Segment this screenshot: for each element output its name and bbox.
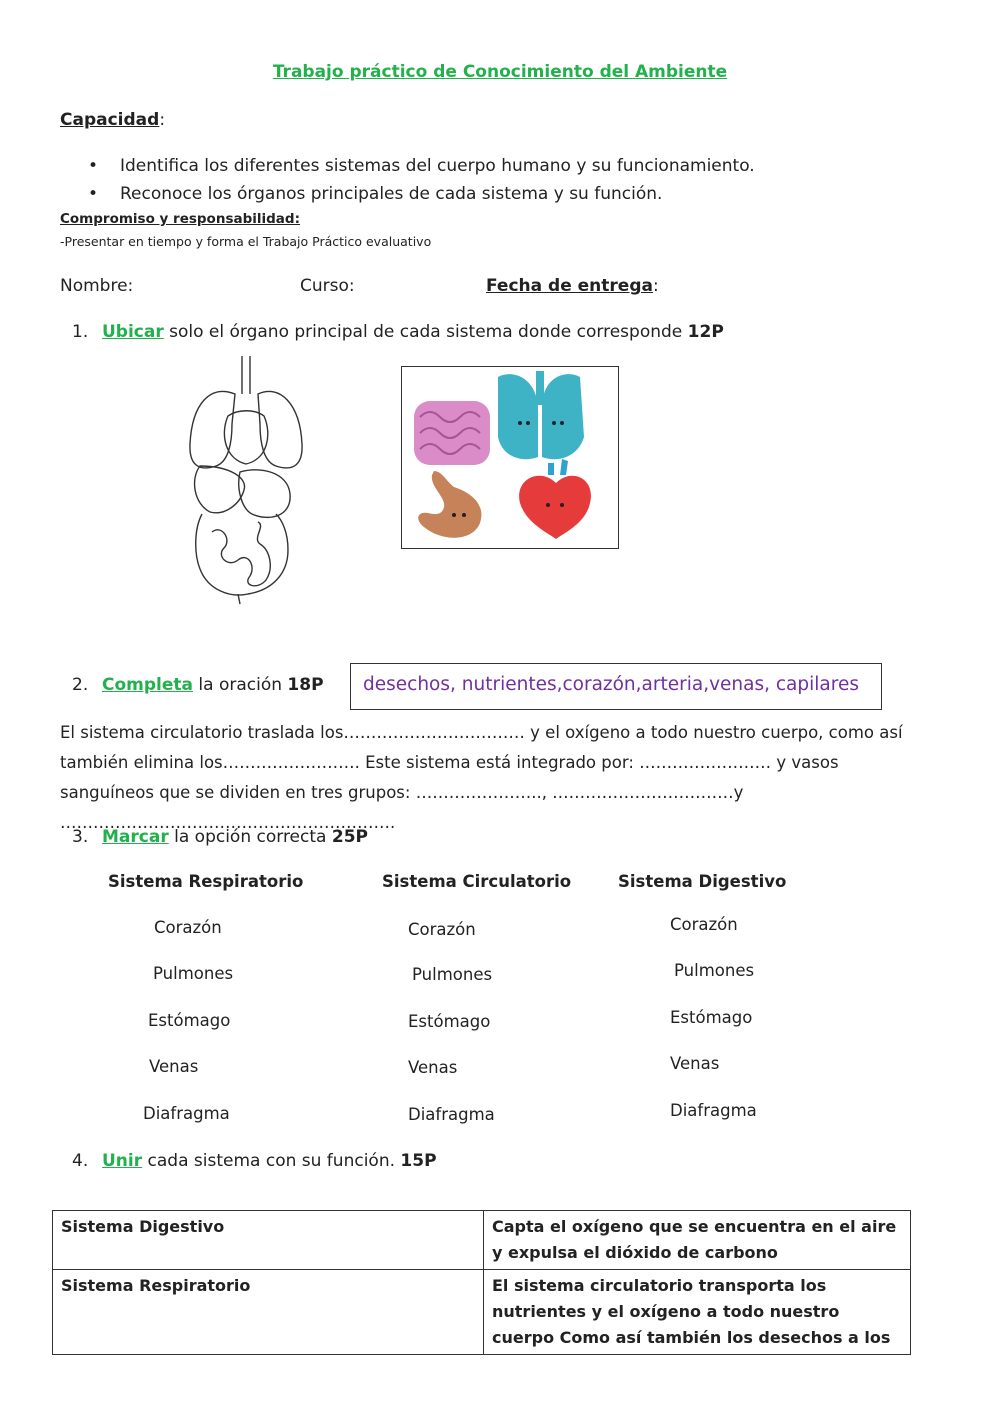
compromiso-label: Compromiso y responsabilidad: [60,211,300,227]
fill-in-paragraph: El sistema circulatorio traslada los…………………………… y el oxígeno a todo nuestro cuerpo, como así también elimina los……………………. Este sistema está integrado por: …………………… y vasos sanguíneos que se dividen en tres grupos: ………………….., ……………………………y ……………………………………………………. [60,723,903,832]
option-venas[interactable]: Venas [149,1057,199,1076]
compromiso-text: -Presentar en tiempo y forma el Trabajo Práctico evaluativo [60,234,432,249]
option-diafragma[interactable]: Diafragma [408,1105,495,1124]
option-pulmones[interactable]: Pulmones [153,964,234,983]
list-item: • Reconoce los órganos principales de cada sistema y su función. [88,180,755,208]
system-function-table [52,1210,911,1355]
heart-illustration [519,459,591,539]
word-bank-box [350,663,882,710]
capacidad-label: Capacidad: [60,110,166,130]
option-pulmones[interactable]: Pulmones [674,961,755,980]
function-cell[interactable]: Capta el oxígeno que se encuentra en el aire y expulsa el dióxido de carbono [484,1211,911,1270]
capacidades-list [88,152,755,208]
option-estomago[interactable]: Estómago [148,1011,231,1030]
column-header-circulatorio: Sistema Circulatorio [382,872,572,891]
column-header-digestivo: Sistema Digestivo [618,872,787,891]
table-row [53,1211,911,1270]
option-venas[interactable]: Venas [670,1054,720,1073]
column-header-respiratorio: Sistema Respiratorio [108,872,304,891]
option-corazon[interactable]: Corazón [154,918,222,937]
option-pulmones[interactable]: Pulmones [412,965,493,984]
nombre-label: Nombre: [60,276,134,296]
option-corazon[interactable]: Corazón [408,920,476,939]
page-title: Trabajo práctico de Conocimiento del Ambiente [272,62,728,82]
fecha-label: Fecha de entrega: [486,276,659,296]
question-2: 2. Completa la oración 18P [72,675,324,695]
option-corazon[interactable]: Corazón [670,915,738,934]
system-cell[interactable]: Sistema Respiratorio [53,1270,484,1355]
body-organs-outline-image [180,354,310,606]
option-estomago[interactable]: Estómago [408,1012,491,1031]
intestines-illustration [414,401,490,465]
curso-label: Curso: [300,276,355,296]
question-4: 4. Unir cada sistema con su función. 15P [72,1151,437,1171]
word-bank-text: desechos, nutrientes,corazón,arteria,venas, capilares [363,674,859,695]
function-cell[interactable]: El sistema circulatorio transporta los nutrientes y el oxígeno a todo nuestro cuerpo Como así también los desechos a los [484,1270,911,1355]
option-diafragma[interactable]: Diafragma [670,1101,757,1120]
table-row [53,1270,911,1355]
option-venas[interactable]: Venas [408,1058,458,1077]
option-estomago[interactable]: Estómago [670,1008,753,1027]
question-3: 3. Marcar la opción correcta 25P [72,827,368,847]
question-1: 1. Ubicar solo el órgano principal de cada sistema donde corresponde 12P [72,322,724,342]
lungs-illustration [498,371,584,459]
list-item: • Identifica los diferentes sistemas del cuerpo humano y su funcionamiento. [88,152,755,180]
stomach-illustration [418,471,481,538]
system-cell[interactable]: Sistema Digestivo [53,1211,484,1270]
option-diafragma[interactable]: Diafragma [143,1104,230,1123]
cartoon-organs-image [401,366,619,549]
organs-illustration [402,367,618,548]
